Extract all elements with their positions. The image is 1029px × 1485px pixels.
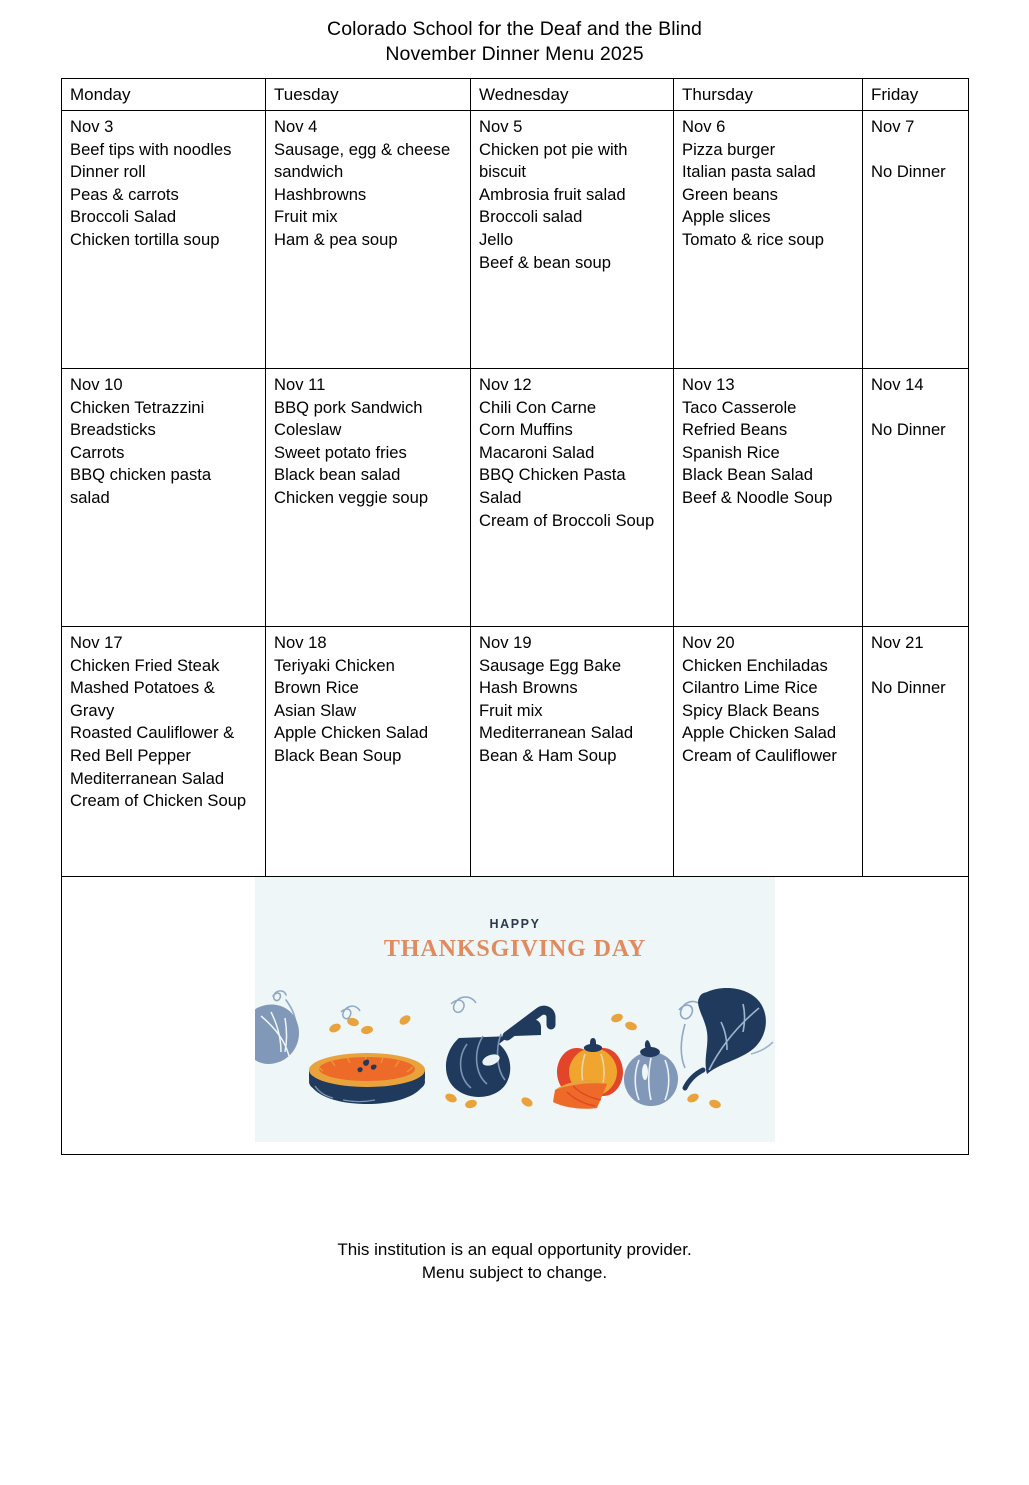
menu-item: Refried Beans (682, 420, 788, 440)
leaf-blue-left (255, 1004, 299, 1064)
page-title (0, 17, 1029, 67)
menu-item: Apple Chicken Salad (682, 723, 837, 743)
footer-note (0, 1238, 1029, 1284)
menu-item: Breadsticks (70, 420, 156, 440)
day-cell-monday (62, 369, 266, 627)
menu-item: Tomato & rice soup (682, 229, 825, 249)
day-date: Nov 4 (274, 117, 318, 136)
menu-item: sandwich (274, 162, 344, 182)
menu-item: Black Bean Soup (274, 745, 402, 765)
menu-item: Chili Con Carne (479, 397, 597, 417)
menu-item: Black bean salad (274, 465, 401, 485)
title-line-2: November Dinner Menu 2025 (385, 43, 644, 65)
menu-item: BBQ Chicken Pasta Salad (479, 465, 626, 507)
day-cell-friday (863, 111, 969, 369)
day-cell-friday (863, 369, 969, 627)
seeds-left (328, 1017, 374, 1035)
header-row (62, 79, 969, 111)
week-row (62, 369, 969, 627)
day-date: Nov 10 (70, 375, 123, 394)
day-cell-thursday (674, 111, 863, 369)
column-header-friday: Friday (863, 79, 969, 111)
menu-item: Apple Chicken Salad (274, 723, 429, 743)
menu-item-list (479, 655, 666, 768)
day-date: Nov 21 (871, 633, 924, 652)
menu-item-list (70, 139, 258, 252)
day-cell-monday (62, 627, 266, 877)
no-dinner-note: No Dinner (871, 162, 946, 182)
day-cell-tuesday (266, 111, 471, 369)
menu-item: Sausage Egg Bake (479, 655, 622, 675)
menu-item: Hashbrowns (274, 184, 367, 204)
menu-item: Chicken pot pie with (479, 139, 628, 159)
menu-item: Cream of Cauliflower (682, 745, 837, 765)
menu-item-list (682, 655, 855, 768)
thanksgiving-banner (255, 877, 775, 1142)
day-date: Nov 13 (682, 375, 735, 394)
menu-item: Dinner roll (70, 162, 146, 182)
menu-item: biscuit (479, 162, 527, 182)
day-date: Nov 12 (479, 375, 532, 394)
menu-item: Italian pasta salad (682, 162, 816, 182)
menu-item: Chicken Enchiladas (682, 655, 828, 675)
day-cell-wednesday (471, 111, 674, 369)
day-date: Nov 3 (70, 117, 114, 136)
menu-item: Chicken Tetrazzini (70, 397, 205, 417)
banner-thanksgiving-text: THANKSGIVING DAY (383, 936, 647, 962)
menu-item: Spicy Black Beans (682, 700, 820, 720)
no-dinner-note: No Dinner (871, 420, 946, 440)
menu-item: Carrots (70, 442, 125, 462)
menu-item: BBQ chicken pasta (70, 465, 212, 485)
day-date: Nov 20 (682, 633, 735, 652)
menu-item: Sweet potato fries (274, 442, 407, 462)
leaf-navy-large (685, 988, 773, 1088)
column-header-thursday: Thursday (674, 79, 863, 111)
menu-item: Hash Browns (479, 678, 578, 698)
no-dinner-note: No Dinner (871, 678, 946, 698)
menu-item: Ham & pea soup (274, 229, 398, 249)
tendril-mid (451, 997, 476, 1012)
column-header-tuesday: Tuesday (266, 79, 471, 111)
day-date: Nov 14 (871, 375, 924, 394)
pumpkin-pie-icon (309, 1053, 425, 1104)
menu-item: Cilantro Lime Rice (682, 678, 818, 698)
day-date: Nov 5 (479, 117, 523, 136)
column-header-monday: Monday (62, 79, 266, 111)
tendril-right (679, 1001, 704, 1068)
menu-item: Beef & Noodle Soup (682, 487, 833, 507)
table-body (62, 111, 969, 1155)
menu-item: Chicken veggie soup (274, 487, 429, 507)
day-cell-wednesday (471, 369, 674, 627)
menu-item: Spanish Rice (682, 442, 780, 462)
day-date: Nov 18 (274, 633, 327, 652)
pumpkin-blue-grey (624, 1040, 678, 1106)
footer-line-1: This institution is an equal opportunity provider. (337, 1240, 692, 1259)
menu-item: Pizza burger (682, 139, 776, 159)
menu-item: Chicken tortilla soup (70, 229, 220, 249)
column-header-wednesday: Wednesday (471, 79, 674, 111)
menu-item: Cream of Chicken Soup (70, 791, 247, 811)
menu-item: Black Bean Salad (682, 465, 813, 485)
menu-item: Broccoli salad (479, 207, 583, 227)
menu-item: Bean & Ham Soup (479, 745, 617, 765)
menu-item-list (274, 655, 463, 768)
menu-item: BBQ pork Sandwich (274, 397, 423, 417)
menu-calendar-table (61, 78, 969, 1155)
day-cell-wednesday (471, 627, 674, 877)
tendril-left (341, 1006, 360, 1019)
menu-item: Mediterranean Salad (70, 768, 225, 788)
menu-item: Ambrosia fruit salad (479, 184, 626, 204)
menu-item: Broccoli Salad (70, 207, 177, 227)
menu-item: Cream of Broccoli Soup (479, 510, 655, 530)
menu-item: Fruit mix (274, 207, 338, 227)
menu-item-list (479, 139, 666, 275)
menu-item: Fruit mix (479, 700, 543, 720)
day-cell-monday (62, 111, 266, 369)
week-row (62, 111, 969, 369)
thanksgiving-banner-cell (62, 877, 969, 1155)
title-line-1: Colorado School for the Deaf and the Blind (327, 18, 702, 40)
footer-line-2: Menu subject to change. (421, 1263, 608, 1282)
menu-item: Brown Rice (274, 678, 359, 698)
menu-item: Roasted Cauliflower & (70, 723, 235, 743)
menu-item-list (70, 397, 258, 510)
day-cell-friday (863, 627, 969, 877)
day-cell-thursday (674, 627, 863, 877)
day-cell-tuesday (266, 627, 471, 877)
menu-item: Teriyaki Chicken (274, 655, 395, 675)
menu-item-list (479, 397, 666, 533)
day-date: Nov 17 (70, 633, 123, 652)
day-date: Nov 6 (682, 117, 726, 136)
menu-item: Coleslaw (274, 420, 342, 440)
day-cell-thursday (674, 369, 863, 627)
thanksgiving-banner-row (62, 877, 969, 1155)
day-date: Nov 7 (871, 117, 915, 136)
menu-item-list (274, 139, 463, 252)
menu-item: Apple slices (682, 207, 771, 227)
menu-item: Mashed Potatoes & Gravy (70, 678, 215, 720)
menu-item: Taco Casserole (682, 397, 797, 417)
navy-gourd-icon (439, 1010, 551, 1100)
menu-item: Beef & bean soup (479, 252, 611, 272)
menu-item-list (682, 397, 855, 510)
menu-item: Peas & carrots (70, 184, 179, 204)
menu-item: Red Bell Pepper (70, 745, 191, 765)
menu-item: Mediterranean Salad (479, 723, 634, 743)
day-date: Nov 11 (274, 375, 326, 394)
menu-item: Corn Muffins (479, 420, 573, 440)
menu-item-list (682, 139, 855, 252)
menu-item: Green beans (682, 184, 778, 204)
menu-item: Jello (479, 229, 514, 249)
day-date: Nov 19 (479, 633, 532, 652)
menu-item: Sausage, egg & cheese (274, 139, 451, 159)
menu-item-list (274, 397, 463, 510)
menu-item: Macaroni Salad (479, 442, 595, 462)
banner-happy-text: HAPPY (489, 917, 541, 931)
menu-item: Beef tips with noodles (70, 139, 232, 159)
week-row (62, 627, 969, 877)
autumn-pumpkins-pie-leaves-icon (255, 974, 775, 1124)
table-header (62, 79, 969, 111)
menu-item: Chicken Fried Steak (70, 655, 220, 675)
menu-item-list (70, 655, 258, 813)
menu-item: Asian Slaw (274, 700, 357, 720)
day-cell-tuesday (266, 369, 471, 627)
menu-item: salad (70, 487, 110, 507)
